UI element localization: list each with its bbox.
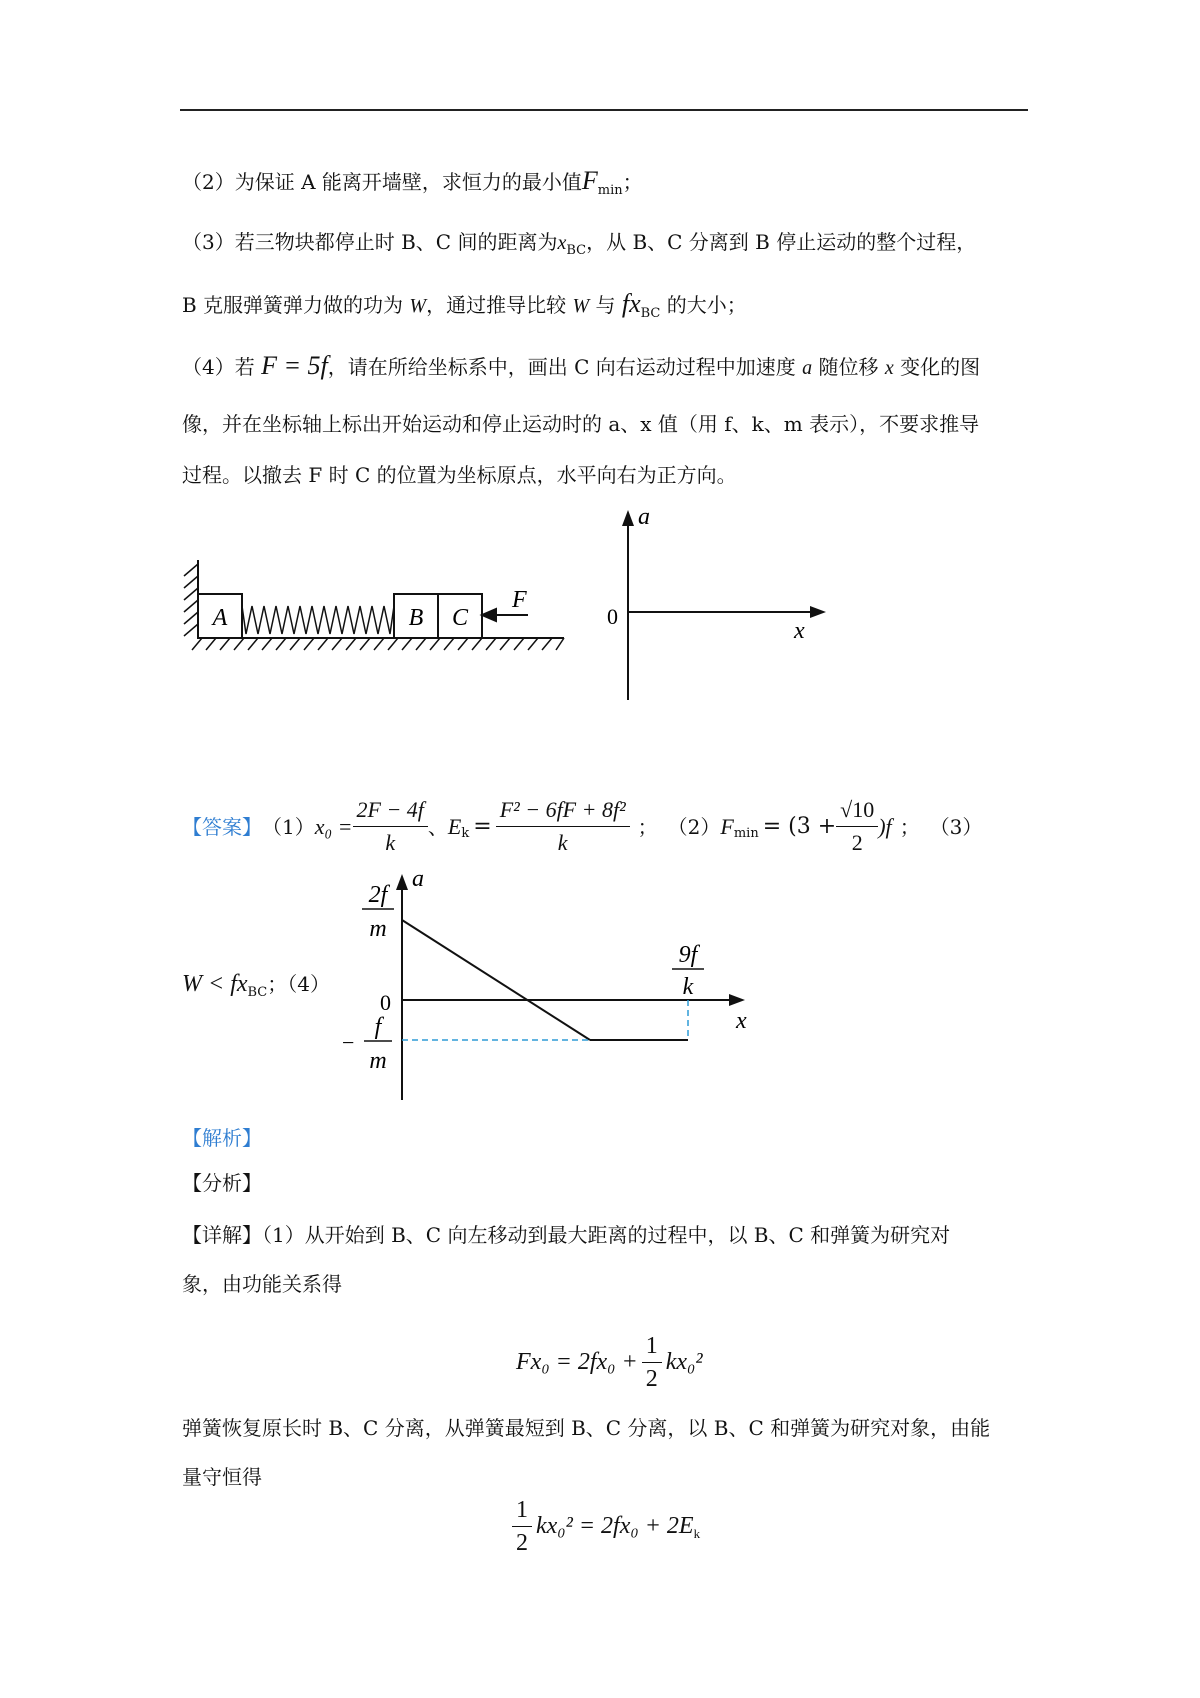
answer-graph: [340, 860, 760, 1110]
x-end-denominator: k: [682, 974, 694, 1000]
answer-3-result: $W < fx_{BC}$；（4）: [182, 971, 330, 1000]
problem-figure: [180, 500, 830, 710]
empty-axis-a-label: a: [638, 504, 650, 530]
answer-a-arrowhead: [396, 874, 408, 890]
label-b: B: [408, 605, 424, 631]
answer-axis-x-label: x: [736, 1008, 747, 1034]
empty-origin-label: 0: [607, 604, 618, 629]
y-bottom-denominator: m: [369, 1048, 387, 1074]
ek-fraction: $\frac{\text{F² − 6fF + 8f²}}{k}$: [496, 796, 630, 857]
spring: [242, 606, 394, 634]
empty-x-arrowhead: [810, 606, 826, 618]
label-force: F: [512, 587, 527, 613]
question-3-line-2: B 克服弹簧弹力做的功为 W，通过推导比较 W 与 $fx_{BC}$ 的大小；: [182, 289, 747, 321]
question-2: （2）为保证 A 能离开墙壁，求恒力的最小值$F_{min}$；: [182, 166, 643, 198]
equation-1: Fx₀ = 2fx₀ + $\frac{1}{2}$ kx₀²: [516, 1333, 703, 1392]
empty-axes: [628, 520, 816, 700]
y-top-denominator: m: [369, 916, 387, 942]
answer-tag: 【答案】: [182, 814, 262, 839]
label-a: A: [212, 605, 228, 631]
empty-axis-x-label: x: [794, 618, 805, 644]
x-end-numerator: 9f: [678, 942, 698, 968]
label-c: C: [451, 605, 469, 631]
fmin-fraction: $\frac{√10}{2}$: [836, 796, 878, 857]
answer-origin-label: 0: [380, 990, 391, 1015]
fenxi-tag: 【分析】: [182, 1171, 262, 1195]
y-bottom-numerator: f: [374, 1014, 382, 1040]
y-bottom-minus: −: [342, 1030, 355, 1055]
equation-2: $\frac{1}{2}$ kx₀² = 2fx₀ + 2E k: [512, 1496, 700, 1557]
question-4-line-1: （4）若 F = 5f，请在所给坐标系中，画出 C 向右运动过程中加速度 a 随位移 x 变化的图: [182, 351, 981, 380]
force-arrowhead: [482, 609, 496, 621]
answer-line: 【答案】 （1） x₀ = $\frac{2F - 4f}{k}$ 、 E k = $\frac{\text{F² − 6fF + 8f²}}{k}$ ； （2） F min = (3 + $\frac{√10}{2}$ )f ； （3）: [182, 797, 983, 855]
answer-sloped-segment: [402, 920, 590, 1040]
detail-line-1: 【详解】（1）从开始到 B、C 向左移动到最大距离的过程中，以 B、C 和弹簧为研究对: [182, 1223, 951, 1247]
answer-axis-a-label: a: [412, 866, 424, 892]
analysis-tag: 【解析】: [182, 1126, 262, 1150]
wall-hatch: [184, 564, 198, 636]
detail-line-3: 弹簧恢复原长时 B、C 分离，从弹簧最短到 B、C 分离，以 B、C 和弹簧为研究对象，由能: [182, 1416, 991, 1440]
y-top-numerator: 2f: [368, 882, 388, 908]
detail-line-4: 量守恒得: [182, 1465, 262, 1489]
question-4-line-2: 像，并在坐标轴上标出开始运动和停止运动时的 a、x 值（用 f、k、m 表示），不要求推导: [182, 412, 980, 436]
question-3-line-1: （3）若三物块都停止时 B、C 间的距离为$x_{BC}$，从 B、C 分离到 B 停止运动的整个过程，: [182, 230, 977, 258]
floor-hatch: [192, 638, 564, 650]
x0-fraction: $\frac{2F - 4f}{k}$: [353, 796, 428, 857]
header-rule: [180, 109, 1028, 111]
empty-a-arrowhead: [622, 510, 634, 526]
detail-line-2: 象，由功能关系得: [182, 1272, 342, 1296]
answer-x-arrowhead: [729, 994, 745, 1006]
question-4-line-3: 过程。以撤去 F 时 C 的位置为坐标原点，水平向右为正方向。: [182, 463, 737, 487]
